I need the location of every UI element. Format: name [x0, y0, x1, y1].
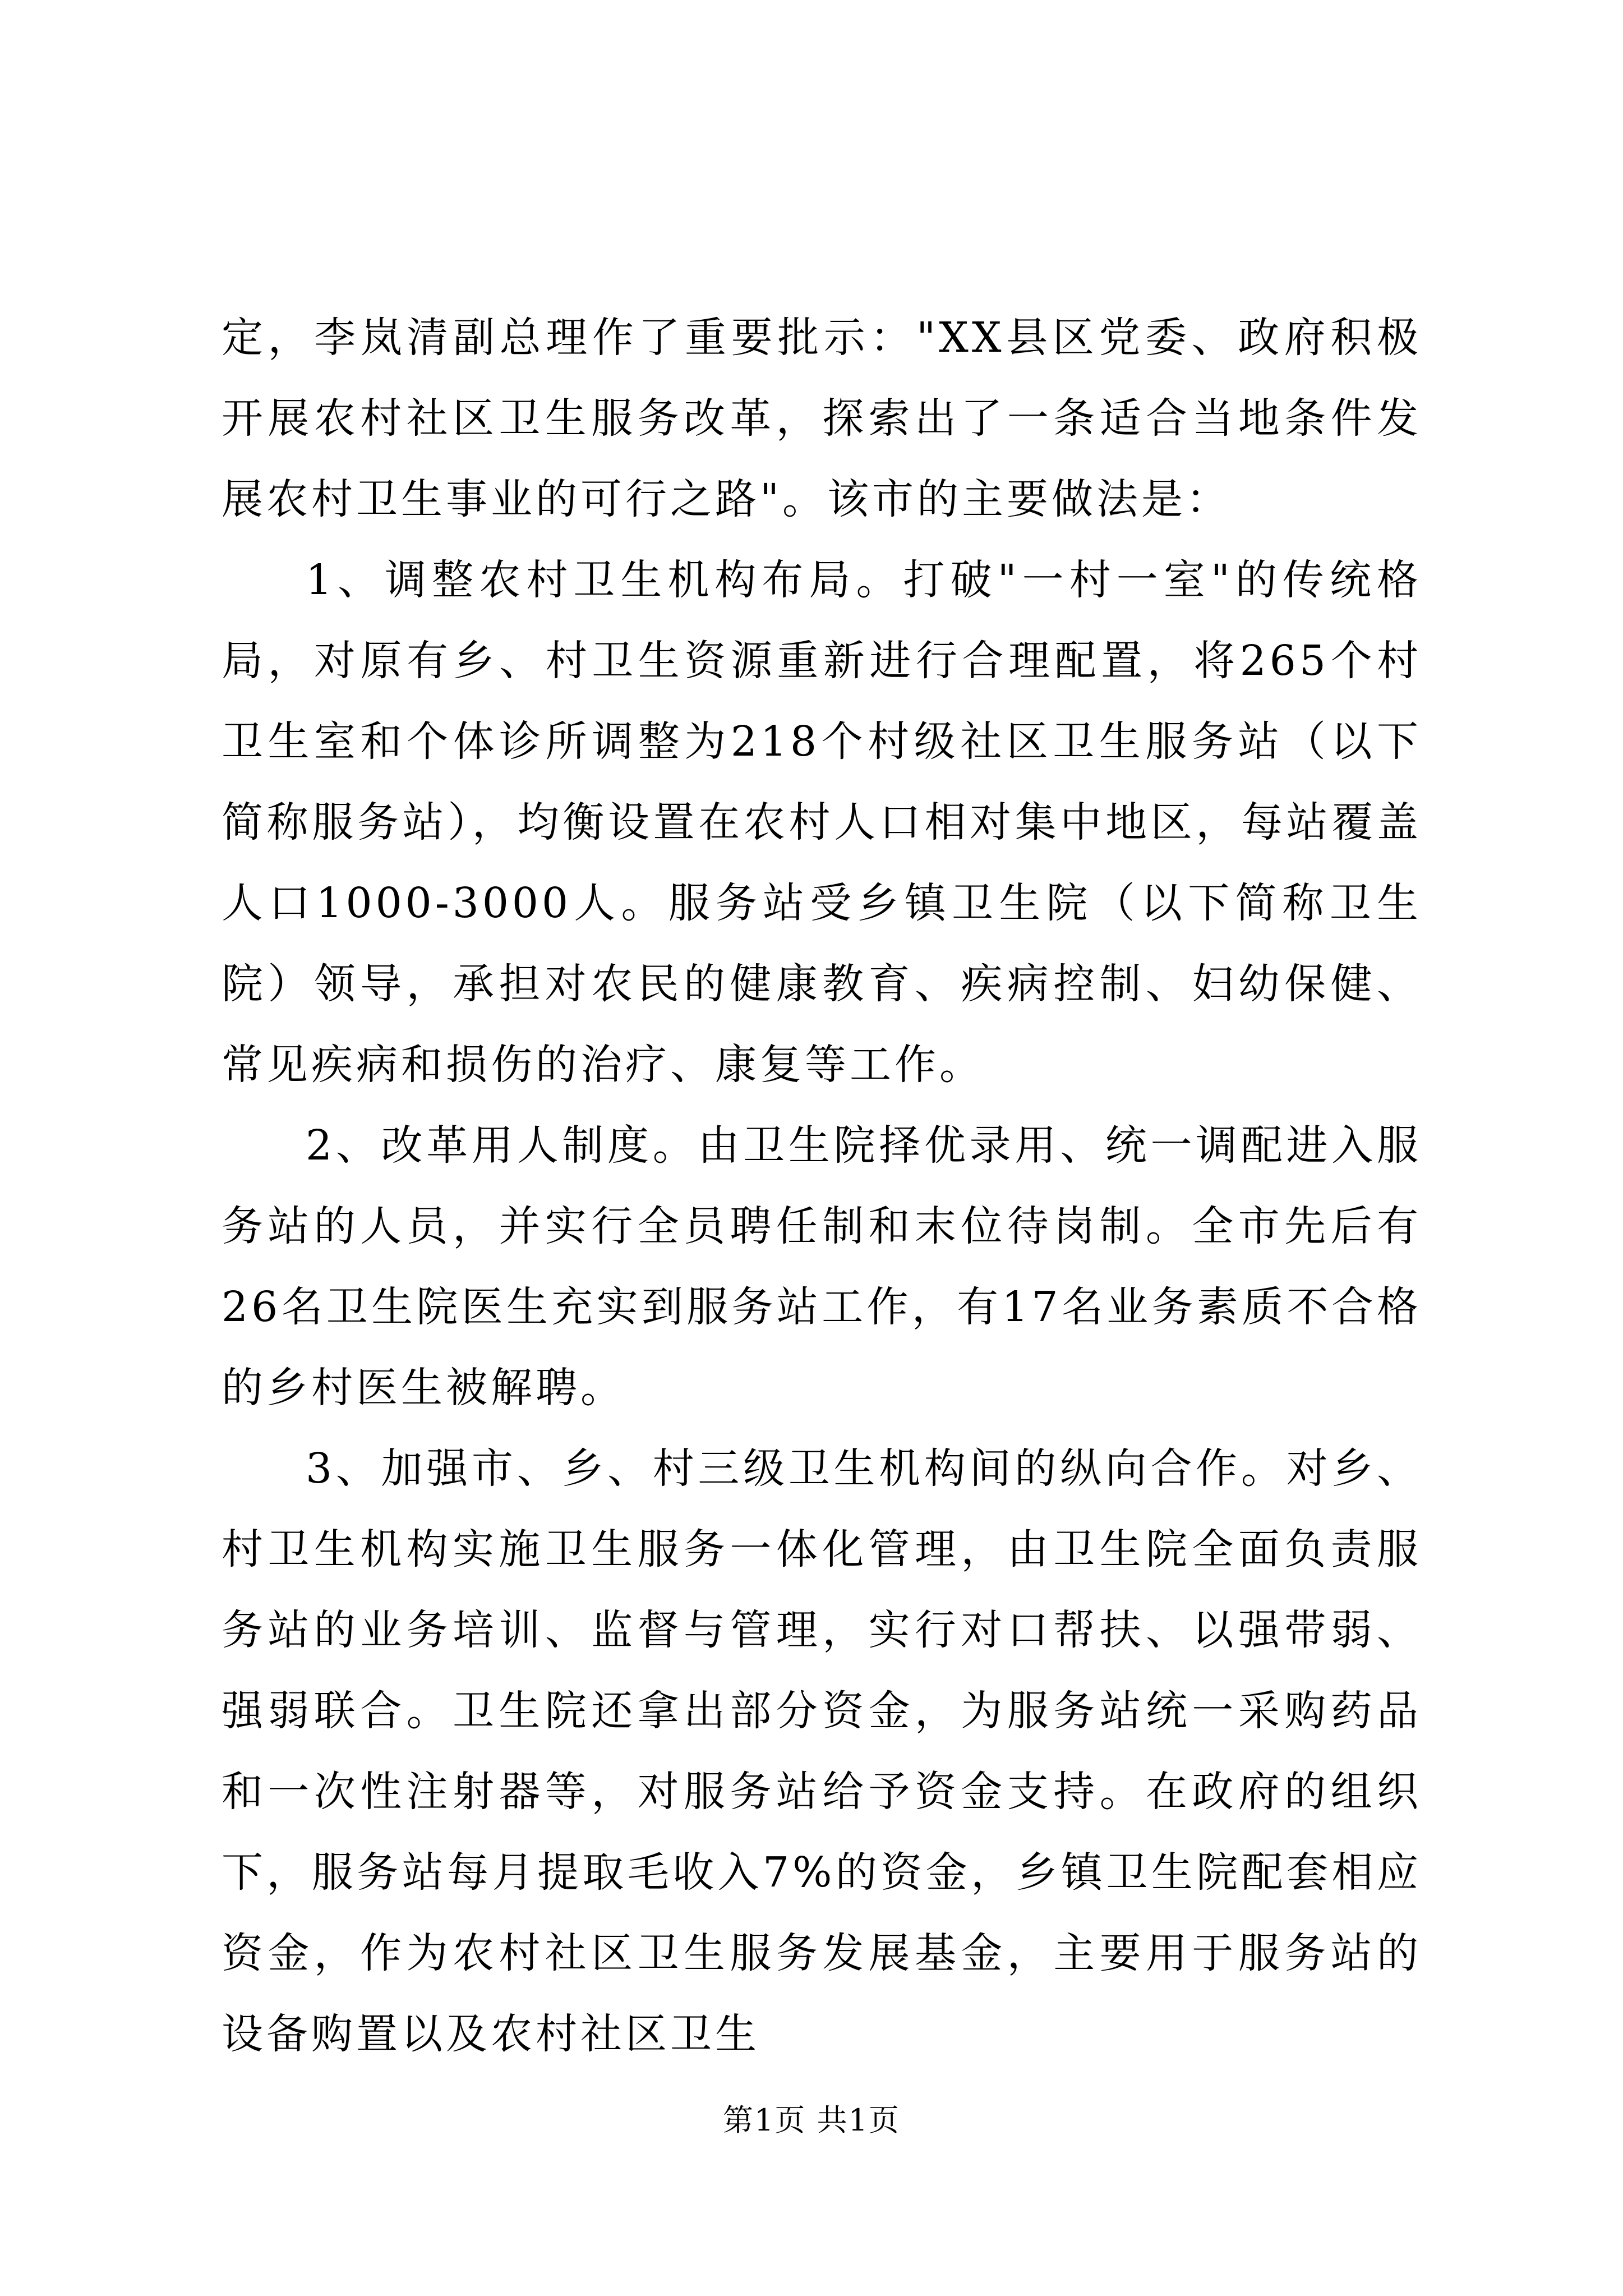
paragraph-item-2: 2、改革用人制度。由卫生院择优录用、统一调配进入服务站的人员，并实行全员聘任制和末位待岗制。全市先后有26名卫生院医生充实到服务站工作，有17名业务素质不合格的乡村医生被解聘。 [222, 1121, 1422, 1412]
page-footer: 第1页 共1页 [723, 2102, 900, 2138]
paragraph-item-3: 3、加强市、乡、村三级卫生机构间的纵向合作。对乡、村卫生机构实施卫生服务一体化管理，由卫生院全面负责服务站的业务培训、监督与管理，实行对口帮扶、以强带弱、强弱联合。卫生院还拿出部分资金，为服务站统一采购药品和一次性注射器等，对服务站给予资金支持。在政府的组织下，服务站每月提取毛收入7%的资金，乡镇卫生院配套相应资金，作为农村社区卫生服务发展基金，主要用于服务站的设备购置以及农村社区卫生 [222, 1444, 1422, 2058]
document-body [222, 297, 1422, 2074]
paragraph-item-1: 1、调整农村卫生机构布局。打破"一村一室"的传统格局，对原有乡、村卫生资源重新进行合理配置，将265个村卫生室和个体诊所调整为218个村级社区卫生服务站（以下简称服务站），均衡设置在农村人口相对集中地区，每站覆盖人口1000-3000人。服务站受乡镇卫生院（以下简称卫生院）领导，承担对农民的健康教育、疾病控制、妇幼保健、常见疾病和损伤的治疗、康复等工作。 [222, 556, 1422, 1089]
paragraph-continuation: 定，李岚清副总理作了重要批示："XX县区党委、政府积极开展农村社区卫生服务改革，探索出了一条适合当地条件发展农村卫生事业的可行之路"。该市的主要做法是： [222, 314, 1422, 523]
